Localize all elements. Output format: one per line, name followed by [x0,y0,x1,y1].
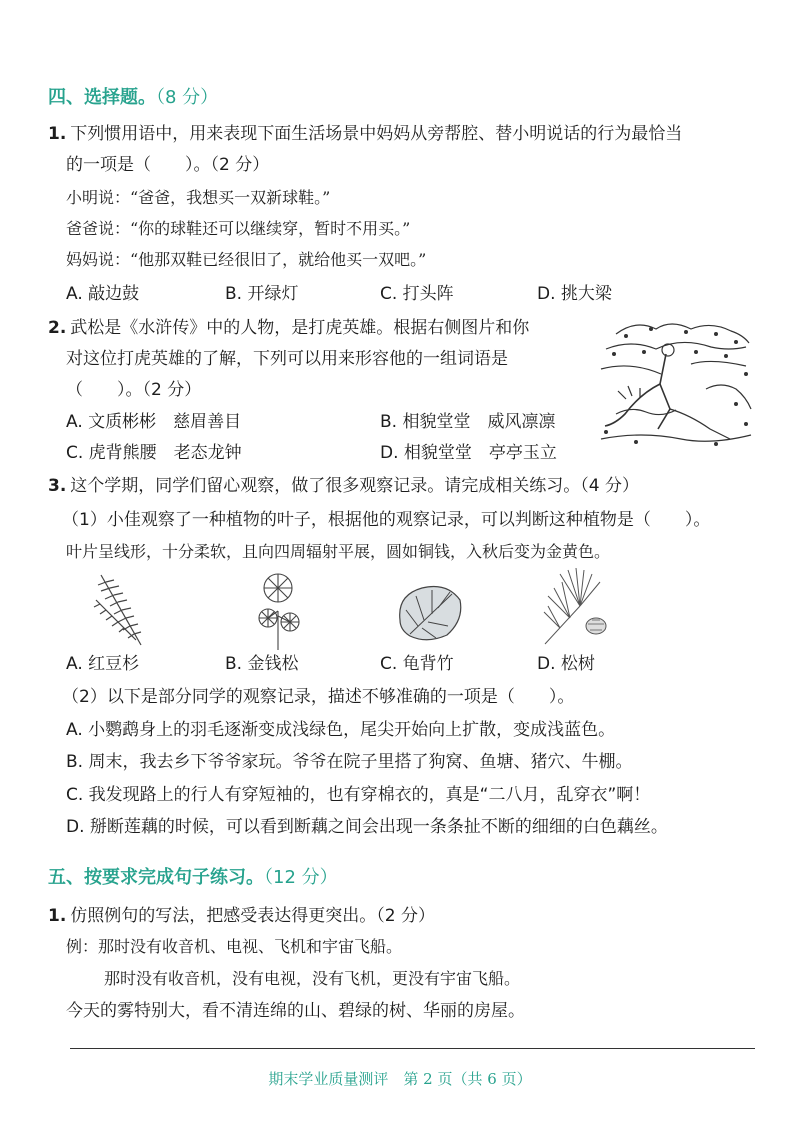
wusong-tiger-illustration [596,314,754,452]
q3-sub1: （1）小佳观察了一种植物的叶子，根据他的观察记录，可以判断这种植物是（ ）。 [62,510,711,530]
q3-2-option-d[interactable]: D. 掰断莲藕的时候，可以看到断藕之间会出现一条条扯不断的细细的白色藕丝。 [66,817,668,837]
q2-option-a[interactable]: A. 文质彬彬 慈眉善目 [66,412,242,432]
golden-larch-leaf-icon [248,566,308,650]
q3-1-option-d[interactable]: D. 松树 [537,654,595,674]
q1-text-line1: 1. 下列惯用语中，用来表现下面生活场景中妈妈从旁帮腔、替小明说话的行为最恰当 [48,124,683,144]
q2-text-line2: 对这位打虎英雄的了解，下列可以用来形容他的一组词语是 [66,349,508,369]
page-footer: 期末学业质量测评 第 2 页（共 6 页） [268,1070,532,1088]
q3-2-option-b[interactable]: B. 周末，我去乡下爷爷家玩。爷爷在院子里搭了狗窝、鱼塘、猪穴、牛棚。 [66,752,633,772]
pine-leaf-icon [540,566,610,646]
q3-1-option-b[interactable]: B. 金钱松 [225,654,299,674]
example-line2: 那时没有收音机，没有电视，没有飞机，更没有宇宙飞船。 [104,969,521,988]
s5-q1-text: 1. 仿照例句的写法，把感受表达得更突出。（2 分） [48,906,436,926]
dialog-line: 小明说：“爸爸，我想买一双新球鞋。” [66,188,331,207]
q1-option-b[interactable]: B. 开绿灯 [225,284,299,304]
q3-2-option-a[interactable]: A. 小鹦鹉身上的羽毛逐渐变成浅绿色，尾尖开始向上扩散，变成浅蓝色。 [66,720,616,740]
dialog-line: 爸爸说：“你的球鞋还可以继续穿，暂时不用买。” [66,219,411,238]
q2-text-line3: （ ）。（2 分） [66,380,202,400]
monstera-leaf-icon [392,580,466,644]
q2-option-d[interactable]: D. 相貌堂堂 亭亭玉立 [380,443,557,463]
s5-q1-task: 今天的雾特别大，看不清连绵的山、碧绿的树、华丽的房屋。 [66,1001,525,1021]
dialog-line: 妈妈说：“他那双鞋已经很旧了，就给他买一双吧。” [66,250,427,269]
q2-option-b[interactable]: B. 相貌堂堂 威风凛凛 [380,412,556,432]
observation-record: 叶片呈线形，十分柔软，且向四周辐射平展，圆如铜钱，入秋后变为金黄色。 [66,542,611,561]
q2-option-c[interactable]: C. 虎背熊腰 老态龙钟 [66,443,242,463]
example-line1: 例：那时没有收音机、电视、飞机和宇宙飞船。 [66,937,403,956]
q2-text-line1: 2. 武松是《水浒传》中的人物，是打虎英雄。根据右侧图片和你 [48,318,530,338]
q3-2-option-c[interactable]: C. 我发现路上的行人有穿短袖的，也有穿棉衣的，真是“二八月，乱穿衣”啊！ [66,785,651,805]
q1-option-c[interactable]: C. 打头阵 [380,284,454,304]
q3-1-option-c[interactable]: C. 龟背竹 [380,654,454,674]
section4-title: 四、选择题。（8 分） [48,87,219,108]
footer-divider [70,1048,755,1049]
q3-1-option-a[interactable]: A. 红豆杉 [66,654,140,674]
q1-option-a[interactable]: A. 敲边鼓 [66,284,140,304]
q3-text: 3. 这个学期，同学们留心观察，做了很多观察记录。请完成相关练习。（4 分） [48,476,640,496]
red-yew-leaf-icon [86,570,156,648]
q3-sub2: （2）以下是部分同学的观察记录，描述不够准确的一项是（ ）。 [62,687,575,707]
q1-text-line2: 的一项是（ ）。（2 分） [66,155,270,175]
q1-option-d[interactable]: D. 挑大梁 [537,284,612,304]
section5-title: 五、按要求完成句子练习。（12 分） [48,867,338,888]
